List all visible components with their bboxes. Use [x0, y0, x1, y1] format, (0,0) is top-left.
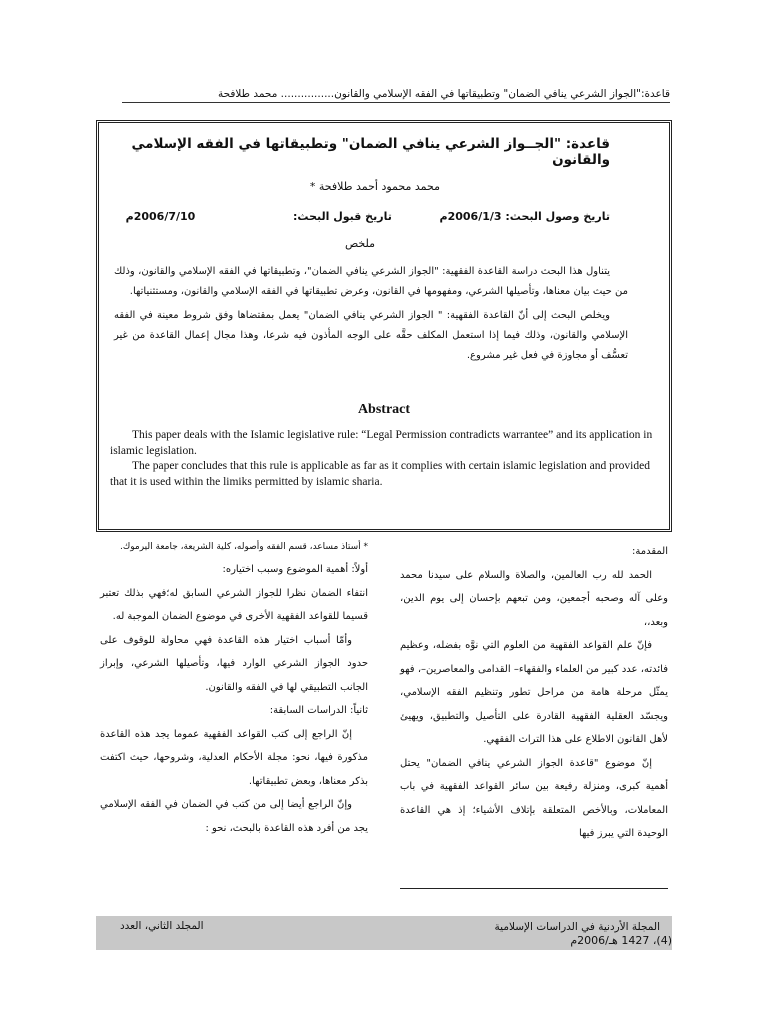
right-column [400, 540, 668, 846]
abstract-heading: Abstract [357, 402, 411, 417]
accepted-label: تاريخ قبول البحث: [293, 210, 392, 223]
section-heading: أولاً: أهمية الموضوع وسبب اختياره: [222, 564, 368, 575]
author-affiliation: * أستاذ مساعد، قسم الفقه وأصوله، كلية الشريعة، جامعة اليرموك. [119, 542, 368, 552]
introduction-heading: المقدمة: [631, 546, 668, 557]
summary-paragraph: ويخلص البحث إلى أنّ القاعدة الفقهية: " الجواز الشرعي ينافي الضمان" يعمل بمقتضاها وفق شروط معينة في الفقه الإسلامي والقانون، وذلك فيما إذا استعمل المكلف حقَّه على الوجه المأذون فيه شرعا، وهذا مجال إعمال القاعدة من غير تعسُّف أو مجاوزة في فعل غير مشروع. [114, 310, 628, 361]
journal-volume: المجلد الثاني، العدد [120, 920, 204, 932]
abstract-paragraph: This paper deals with the Islamic legislative rule: “Legal Permission contradicts warrantee” and its application in islamic legislation. [110, 429, 653, 457]
body-paragraph: إنّ موضوع "قاعدة الجواز الشرعي ينافي الضمان" يحتل أهمية كبرى، ومنزلة رفيعة بين سائر القواعد الفقهية في باب المعاملات، وبالأخص المتعلقة بإتلاف الأشياء؛ إذ هي القاعدة الوحيدة التي يبرز فيها [400, 757, 668, 839]
english-abstract [110, 428, 658, 490]
journal-name: المجلة الأردنية في الدراسات الإسلامية [494, 921, 660, 933]
paper-title: قاعدة: "الجــواز الشرعي ينافي الضمان" وتطبيقاتها في الفقه الإسلامي والقانون [131, 136, 610, 168]
issue-date: (4)، 1427 هـ/2006م [570, 934, 672, 947]
submission-dates [110, 210, 610, 223]
body-paragraph: الحمد لله رب العالمين، والصلاة والسلام على سيدنا محمد وعلى آله وصحبه أجمعين، ومن تبعهم بإحسان إلى يوم الدين، وبعد،، [400, 569, 668, 628]
author-name: محمد محمود أحمد طلافحة * [309, 180, 440, 193]
body-paragraph: وإنّ الراجع أيضا إلى من كتب في الضمان في الفقه الإسلامي يجد من أفرد هذه القاعدة بالبحث، نحو : [100, 799, 368, 834]
body-paragraph: فإنّ علم القواعد الفقهية من العلوم التي نوَّه بفضله، وعظيم فائدته، عدد كبير من العلماء والفقهاء– القدامى والمعاصرين–، فهو يمثّل مرحلة هامة من مراحل تطور وتنظيم الفقه الإسلامي، ويجسّد العقلية الفقهية القادرة على التأصيل والتطبيق، ويهيئ لأهل القانون الاطلاع على هذا التراث الفقهي. [400, 640, 668, 745]
accepted-date: 2006/7/10م [125, 210, 196, 223]
received-label: تاريخ وصول البحث: [505, 210, 610, 223]
section-heading: ثانياً: الدراسات السابقة: [269, 705, 368, 716]
left-column [100, 540, 368, 840]
body-paragraph: انتفاء الضمان نظرا للجواز الشرعي السابق له؛فهي بذلك تعتبر قسيما للقواعد الفقهية الأخرى في موضوع الضمان الموجبة له. [100, 587, 368, 622]
footnote-divider [400, 888, 668, 889]
running-header: قاعدة:"الجواز الشرعي ينافي الضمان" وتطبيقاتها في الفقه الإسلامي والقانون................ محمد طلافحة [122, 88, 670, 103]
received-date: 2006/1/3م [439, 210, 502, 223]
body-paragraph: وأمّا أسباب اختيار هذه القاعدة فهي محاولة للوقوف على حدود الجواز الشرعي الوارد فيها، وتأصيلها الشرعي، وإبراز الجانب التطبيقي لها في الفقه والقانون. [100, 634, 368, 693]
summary-heading: ملخص [344, 237, 376, 250]
arabic-summary [114, 262, 628, 366]
summary-paragraph: يتناول هذا البحث دراسة القاعدة الفقهية: "الجواز الشرعي ينافي الضمان"، وتطبيقاتها في الفقه الإسلامي والقانون، وذلك من حيث بيان معناها، وتأصيلها الشرعي، ومفهومها في القانون، وعرض تطبيقاتها في الفقه الإسلامي والقانون، ومستثنياتها. [114, 266, 628, 297]
abstract-paragraph: The paper concludes that this rule is applicable as far as it complies with certain islamic legislation and provided that it is used within the limiks permitted by islamic sharia. [110, 460, 650, 488]
body-paragraph: إنّ الراجع إلى كتب القواعد الفقهية عموما يجد هذه القاعدة مذكورة فيها، نحو: مجلة الأحكام العدلية، وشروحها، حيث اكتفت بذكر معناها، وبعض تطبيقاتها. [100, 728, 368, 787]
